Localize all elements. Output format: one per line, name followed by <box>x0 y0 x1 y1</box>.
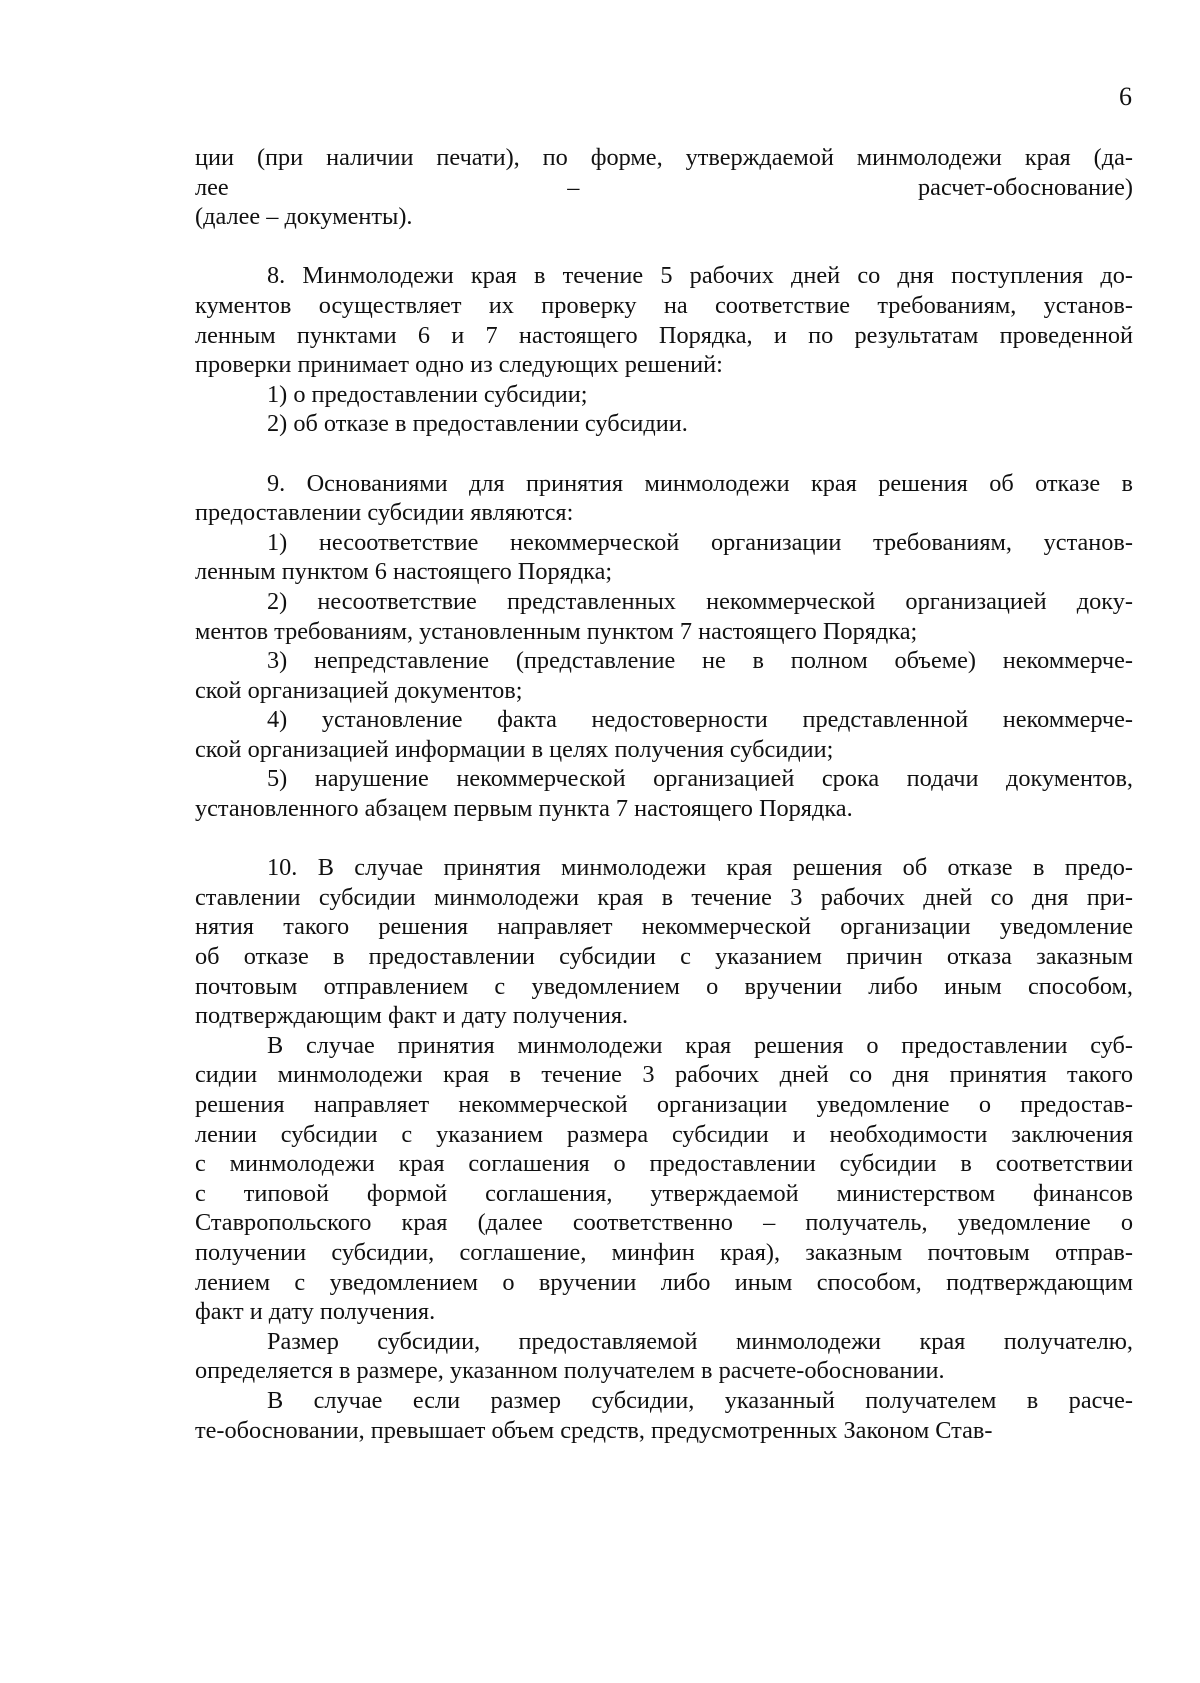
text-line: предоставлении субсидии являются: <box>195 499 574 527</box>
text-line: получении субсидии, соглашение, минфин края), заказным почтовым отправ- <box>195 1238 1133 1266</box>
paragraph-clause-10 <box>195 853 1133 1031</box>
text-line: ской организацией документов; <box>195 676 523 704</box>
paragraph-clause-8-item-1 <box>195 380 1133 410</box>
paragraph-clause-10-para-4 <box>195 1386 1133 1445</box>
text-line: 2) несоответствие представленных некоммерческой организацией доку- <box>267 587 1133 615</box>
text-line: кументов осуществляет их проверку на соответствие требованиям, установ- <box>195 291 1133 319</box>
paragraph-clause-10-para-2 <box>195 1031 1133 1327</box>
text-line: 10. В случае принятия минмолодежи края решения об отказе в предо- <box>267 854 1133 882</box>
paragraph-clause-9-item-3 <box>195 646 1133 705</box>
text-line: об отказе в предоставлении субсидии с указанием причин отказа заказным <box>195 943 1133 971</box>
text-line: с минмолодежи края соглашения о предоставлении субсидии в соответствии <box>195 1150 1133 1178</box>
text-line: сидии минмолодежи края в течение 3 рабочих дней со дня принятия такого <box>195 1061 1133 1089</box>
paragraph-continuation <box>195 143 1133 232</box>
text-line: ставлении субсидии минмолодежи края в течение 3 рабочих дней со дня при- <box>195 883 1133 911</box>
paragraph-clause-9-item-4 <box>195 705 1133 764</box>
paragraph-clause-8-item-2 <box>195 409 1133 439</box>
text-line: 1) о предоставлении субсидии; <box>267 380 588 408</box>
text-line: (далее – документы). <box>195 203 413 231</box>
text-line: В случае принятия минмолодежи края решения о предоставлении суб- <box>267 1031 1133 1059</box>
text-line: подтверждающим факт и дату получения. <box>195 1002 629 1030</box>
text-line: с типовой формой соглашения, утверждаемой министерством финансов <box>195 1179 1133 1207</box>
document-body <box>195 143 1133 1445</box>
text-line: нятия такого решения направляет некоммерческой организации уведомление <box>195 913 1133 941</box>
text-line: ции (при наличии печати), по форме, утверждаемой минмолодежи края (да- <box>195 144 1133 171</box>
text-line: Ставропольского края (далее соответственно – получатель, уведомление о <box>195 1209 1133 1237</box>
text-line: лее – расчет-обоснование) <box>195 173 1133 201</box>
text-line: В случае если размер субсидии, указанный получателем в расче- <box>267 1386 1133 1414</box>
paragraph-clause-9-item-1 <box>195 528 1133 587</box>
paragraph-clause-10-para-3 <box>195 1327 1133 1386</box>
text-line: 1) несоответствие некоммерческой организации требованиям, установ- <box>267 528 1133 556</box>
text-line: ментов требованиям, установленным пунктом 7 настоящего Порядка; <box>195 617 918 645</box>
text-line: Размер субсидии, предоставляемой минмолодежи края получателю, <box>267 1327 1133 1355</box>
paragraph-clause-9 <box>195 469 1133 528</box>
text-line: 4) установление факта недостоверности представленной некоммерче- <box>267 706 1133 734</box>
text-line: факт и дату получения. <box>195 1298 436 1326</box>
text-line: почтовым отправлением с уведомлением о вручении либо иным способом, <box>195 972 1133 1000</box>
text-line: проверки принимает одно из следующих решений: <box>195 351 723 379</box>
text-line: ленным пунктами 6 и 7 настоящего Порядка, и по результатам проведенной <box>195 321 1133 349</box>
text-line: лением с уведомлением о вручении либо иным способом, подтверждающим <box>195 1268 1133 1296</box>
paragraph-clause-8 <box>195 261 1133 379</box>
text-line: лении субсидии с указанием размера субсидии и необходимости заключения <box>195 1120 1133 1148</box>
text-line: 2) об отказе в предоставлении субсидии. <box>267 410 688 438</box>
text-line: 9. Основаниями для принятия минмолодежи края решения об отказе в <box>267 469 1133 497</box>
text-line: решения направляет некоммерческой организации уведомление о предостав- <box>195 1091 1133 1118</box>
text-line: 3) непредставление (представление не в полном объеме) некоммерче- <box>267 647 1133 675</box>
text-line: 8. Минмолодежи края в течение 5 рабочих дней со дня поступления до- <box>267 262 1133 290</box>
text-line: ской организацией информации в целях получения субсидии; <box>195 735 834 763</box>
page-number: 6 <box>1119 82 1132 111</box>
text-line: определяется в размере, указанном получателем в расчете-обосновании. <box>195 1357 945 1385</box>
text-line: 5) нарушение некоммерческой организацией срока подачи документов, <box>267 765 1133 793</box>
paragraph-clause-9-item-5 <box>195 764 1133 823</box>
text-line: ленным пунктом 6 настоящего Порядка; <box>195 558 613 586</box>
text-line: те-обосновании, превышает объем средств, предусмотренных Законом Став- <box>195 1416 993 1444</box>
paragraph-clause-9-item-2 <box>195 587 1133 646</box>
text-line: установленного абзацем первым пункта 7 настоящего Порядка. <box>195 795 853 823</box>
